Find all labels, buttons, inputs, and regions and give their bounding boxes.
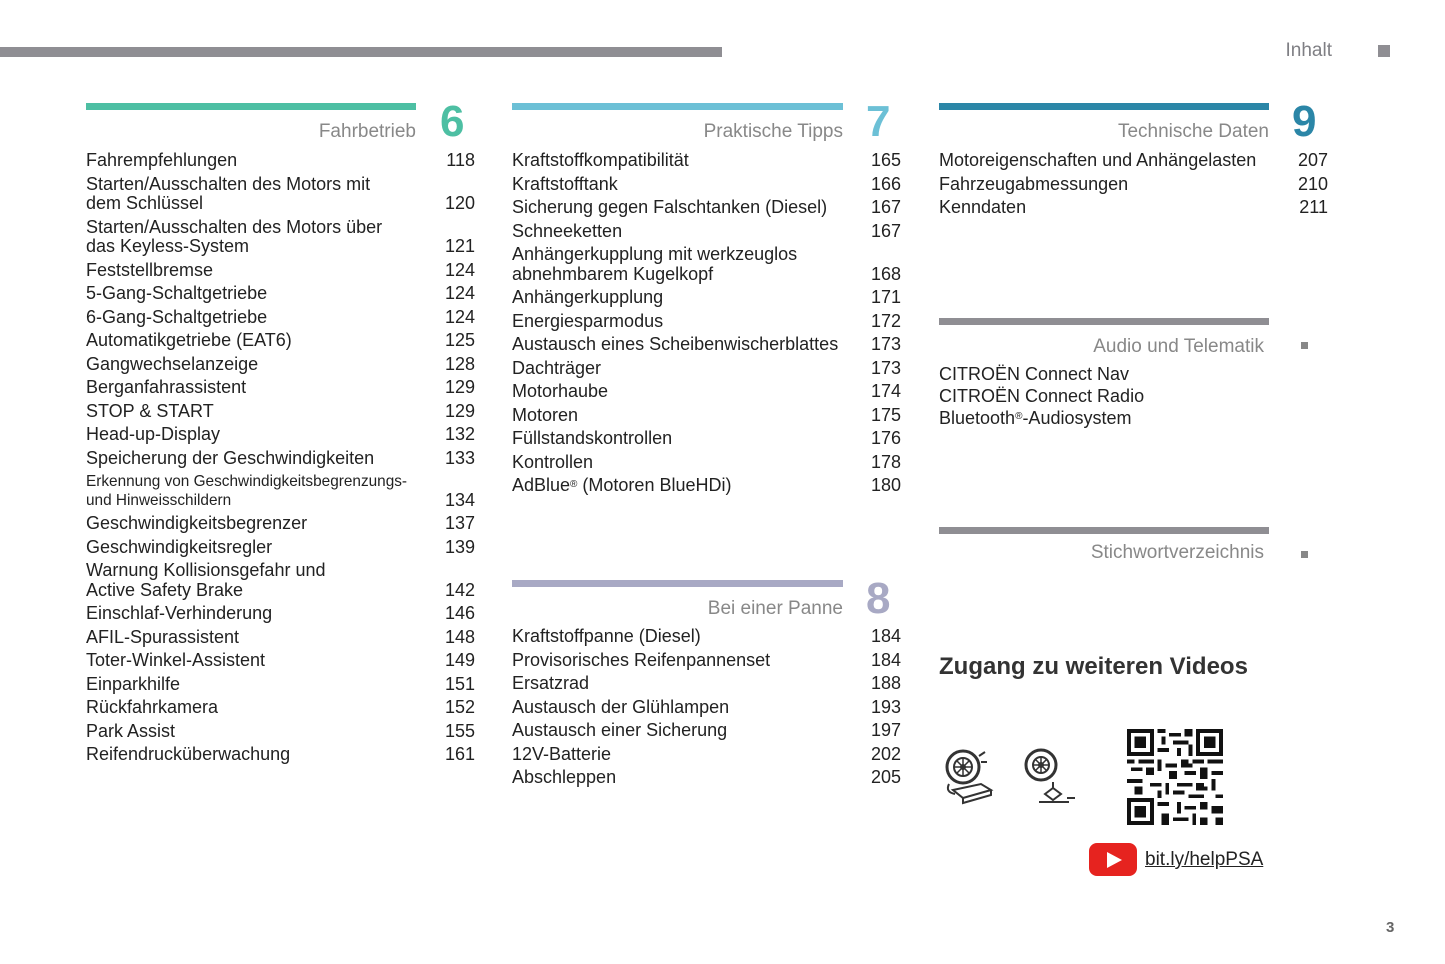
toc-entry-page: 173 — [870, 357, 901, 378]
toc-entry-page: 184 — [870, 649, 901, 670]
toc-entry-page: 152 — [444, 697, 475, 717]
toc-entry-label: Abschleppen — [512, 767, 617, 787]
toc-entry[interactable] — [86, 675, 475, 695]
toc-entry-label: Austausch der Glühlampen — [512, 696, 730, 717]
toc-entry-label: Austausch einer Sicherung — [512, 720, 728, 740]
toc-entry-page: 125 — [444, 330, 475, 350]
toc-entry-label: 6-Gang-Schaltgetriebe — [86, 306, 268, 327]
section-title[interactable]: Stichwortverzeichnis — [1090, 542, 1264, 563]
toc-entry-page: 132 — [444, 424, 475, 444]
section-number: 9 — [1292, 97, 1317, 146]
toc-entry[interactable] — [86, 218, 475, 257]
toc-entry[interactable] — [512, 151, 901, 171]
toc-entry[interactable] — [86, 261, 475, 281]
toc-entry-page: 173 — [870, 334, 901, 354]
toc-entry-page: 167 — [870, 197, 901, 217]
toc-entry[interactable] — [86, 449, 475, 469]
toc-entry-label: Reifendrucküberwachung — [86, 744, 291, 764]
page-number: 3 — [1386, 919, 1395, 936]
list-item[interactable]: Bluetooth®-Audiosystem — [939, 408, 1132, 428]
toc-entry[interactable] — [512, 768, 901, 788]
toc-entry[interactable] — [512, 453, 901, 473]
toc-entry-page: 118 — [446, 150, 475, 170]
toc-entry-page: 148 — [444, 626, 475, 647]
toc-entry-label: Starten/Ausschalten des Motors mit dem Schlüssel — [86, 173, 371, 213]
toc-entry[interactable] — [512, 476, 901, 496]
toc-entry-label: Motoreigenschaften und Anhängelasten — [939, 150, 1257, 170]
toc-entry-label: Energiesparmodus — [512, 310, 664, 331]
toc-entry-page: 172 — [870, 310, 901, 331]
toc-entry[interactable] — [86, 538, 475, 558]
list-item[interactable]: CITROËN Connect Radio — [939, 386, 1145, 406]
toc-entry-label: Anhängerkupplung mit werkzeuglos abnehmbarem Kugelkopf — [512, 244, 798, 284]
toc-entry-page: 184 — [870, 626, 901, 646]
toc-entry-page: 207 — [1297, 150, 1328, 170]
section-number: 8 — [866, 574, 891, 623]
toc-entry-label: Kontrollen — [512, 451, 594, 472]
toc-entry[interactable] — [86, 308, 475, 328]
toc-entry[interactable] — [512, 651, 901, 671]
toc-entry[interactable] — [86, 175, 475, 214]
toc-list-praktische-tipps — [512, 151, 901, 500]
toc-entry-label: Motorhaube — [512, 381, 609, 401]
toc-entry[interactable] — [512, 222, 901, 242]
toc-entry-label: STOP & START — [86, 400, 214, 421]
toc-entry[interactable] — [86, 284, 475, 304]
section-title: Fahrbetrieb — [318, 121, 416, 142]
toc-entry[interactable] — [512, 429, 901, 449]
toc-entry-page: 133 — [444, 447, 475, 468]
video-link[interactable]: bit.ly/helpPSA — [1145, 849, 1264, 870]
toc-entry-page: 197 — [870, 720, 901, 740]
toc-entry-label: Automatikgetriebe (EAT6) — [86, 330, 292, 350]
spare-wheel-jack-icon — [1023, 748, 1079, 811]
toc-entry[interactable] — [86, 355, 475, 375]
toc-entry[interactable] — [512, 382, 901, 402]
section-title: Audio und Telematik — [1093, 336, 1264, 357]
toc-entry-page: 166 — [870, 173, 901, 194]
toc-entry-page: 174 — [870, 381, 901, 401]
toc-entry-label: Kraftstoffkompatibilität — [512, 150, 689, 170]
toc-entry[interactable] — [86, 698, 475, 718]
section-bar — [512, 580, 843, 587]
toc-entry-label: Kraftstofftank — [512, 173, 618, 194]
toc-entry-label: Starten/Ausschalten des Motors über das Keyless-System — [86, 216, 383, 256]
toc-entry-label: Dachträger — [512, 357, 602, 378]
toc-entry-page: 124 — [444, 283, 475, 303]
toc-entry[interactable] — [512, 198, 901, 218]
toc-entry-label: Rückfahrkamera — [86, 697, 219, 717]
header-title: Inhalt — [1285, 40, 1332, 61]
videos-title: Zugang zu weiteren Videos — [939, 653, 1248, 680]
toc-entry-page: 124 — [444, 259, 475, 280]
toc-entry-label: Ersatzrad — [512, 673, 590, 693]
toc-entry-label: Motoren — [512, 404, 579, 425]
toc-entry-page: 171 — [870, 287, 901, 307]
toc-entry-page: 124 — [444, 306, 475, 327]
toc-entry[interactable] — [86, 561, 475, 600]
toc-entry-page: 178 — [870, 451, 901, 472]
section-number: 6 — [440, 97, 465, 146]
toc-entry-label: Feststellbremse — [86, 259, 214, 280]
toc-entry-label: Gangwechselanzeige — [86, 353, 259, 374]
toc-entry-page: 134 — [444, 489, 475, 510]
toc-entry[interactable] — [86, 604, 475, 624]
toc-entry-label: Berganfahrassistent — [86, 377, 247, 397]
toc-entry-label: Kenndaten — [939, 197, 1027, 217]
toc-entry[interactable] — [512, 674, 901, 694]
toc-entry[interactable] — [86, 628, 475, 648]
toc-entry[interactable] — [86, 514, 475, 534]
section-title: Praktische Tipps — [703, 121, 843, 142]
toc-entry-label: Kraftstoffpanne (Diesel) — [512, 626, 701, 646]
section-title: Technische Daten — [1117, 121, 1269, 142]
toc-entry-label: Fahrzeugabmessungen — [939, 173, 1129, 194]
toc-entry[interactable] — [512, 359, 901, 379]
toc-entry[interactable] — [512, 745, 901, 765]
toc-entry-label: AdBlue® (Motoren BlueHDi) — [512, 475, 732, 495]
toc-list-technische-daten — [939, 151, 1328, 222]
toc-entry[interactable] — [86, 651, 475, 671]
toc-entry[interactable] — [512, 698, 901, 718]
section-bar — [86, 103, 416, 110]
toc-entry-label: 5-Gang-Schaltgetriebe — [86, 283, 268, 303]
header-rule — [0, 47, 722, 57]
toc-entry-page: 176 — [870, 428, 901, 448]
toc-entry-label: Warnung Kollisionsgefahr und Active Safety Brake — [86, 560, 326, 600]
toc-entry-page: 180 — [870, 475, 901, 495]
tire-repair-kit-icon — [943, 748, 995, 811]
toc-entry-page: 193 — [870, 696, 901, 717]
toc-entry-page: 205 — [870, 767, 901, 787]
toc-entry-page: 121 — [444, 236, 475, 256]
toc-entry[interactable] — [86, 378, 475, 398]
toc-entry[interactable] — [86, 745, 475, 765]
section-bar — [939, 103, 1269, 110]
toc-entry-label: Einschlaf-Verhinderung — [86, 603, 273, 623]
toc-entry-label: Anhängerkupplung — [512, 287, 664, 307]
toc-entry[interactable] — [939, 198, 1328, 218]
toc-entry-page: 151 — [444, 673, 475, 694]
qr-code[interactable] — [1127, 729, 1223, 830]
toc-entry-page: 165 — [870, 150, 901, 170]
toc-entry-label: 12V-Batterie — [512, 743, 612, 764]
section-bar — [939, 318, 1269, 325]
header-square-icon — [1378, 45, 1390, 57]
toc-entry-page: 161 — [444, 744, 475, 764]
toc-entry-page: 188 — [870, 673, 901, 693]
toc-entry-page: 142 — [444, 579, 475, 600]
toc-entry-label: Einparkhilfe — [86, 673, 181, 694]
toc-entry[interactable] — [512, 627, 901, 647]
toc-list-audio — [939, 363, 1269, 429]
toc-entry[interactable] — [512, 312, 901, 332]
toc-entry-page: 211 — [1299, 197, 1328, 217]
toc-list-fahrbetrieb — [86, 151, 475, 769]
toc-entry-page: 120 — [444, 193, 475, 213]
toc-entry-page: 210 — [1297, 173, 1328, 194]
toc-entry-label: Park Assist — [86, 720, 176, 741]
toc-entry-page: 146 — [444, 603, 475, 623]
section-number: 7 — [866, 97, 891, 146]
toc-entry-page: 129 — [444, 400, 475, 421]
toc-entry-page: 168 — [870, 263, 901, 284]
toc-entry-page: 137 — [444, 513, 475, 533]
toc-entry-label: Provisorisches Reifenpannenset — [512, 649, 771, 670]
toc-entry-page: 202 — [870, 743, 901, 764]
toc-entry-label: Erkennung von Geschwindigkeitsbegrenzungs- und Hinweisschildern — [86, 473, 408, 509]
toc-entry[interactable] — [86, 425, 475, 445]
toc-entry-label: Austausch eines Scheibenwischerblattes — [512, 334, 839, 354]
toc-entry-label: Fahrempfehlungen — [86, 150, 238, 170]
toc-entry[interactable] — [512, 175, 901, 195]
toc-entry-page: 139 — [444, 536, 475, 557]
toc-entry-label: AFIL-Spurassistent — [86, 626, 240, 647]
toc-entry-page: 128 — [444, 353, 475, 374]
toc-entry[interactable] — [86, 722, 475, 742]
toc-entry-label: Geschwindigkeitsbegrenzer — [86, 513, 308, 533]
toc-list-bei-einer-panne — [512, 627, 901, 792]
toc-entry[interactable] — [512, 406, 901, 426]
toc-entry[interactable] — [512, 721, 901, 741]
toc-entry-label: Geschwindigkeitsregler — [86, 536, 273, 557]
section-bar — [939, 527, 1269, 534]
section-title: Bei einer Panne — [707, 598, 843, 619]
toc-entry-page: 149 — [444, 650, 475, 670]
toc-entry[interactable] — [939, 175, 1328, 195]
toc-entry[interactable] — [86, 331, 475, 351]
toc-entry[interactable] — [939, 151, 1328, 171]
section-square-icon — [1301, 551, 1308, 558]
toc-entry[interactable] — [512, 288, 901, 308]
list-item[interactable]: CITROËN Connect Nav — [939, 364, 1130, 384]
section-square-icon — [1301, 342, 1308, 349]
toc-entry[interactable] — [86, 151, 475, 171]
toc-entry-page: 129 — [444, 377, 475, 397]
toc-entry-page: 155 — [444, 720, 475, 741]
toc-entry-label: Toter-Winkel-Assistent — [86, 650, 266, 670]
toc-entry-label: Sicherung gegen Falschtanken (Diesel) — [512, 197, 828, 217]
toc-entry-label: Füllstandskontrollen — [512, 428, 673, 448]
toc-entry-label: Head-up-Display — [86, 424, 221, 444]
toc-entry[interactable] — [86, 402, 475, 422]
toc-entry-label: Speicherung der Geschwindigkeiten — [86, 447, 375, 468]
toc-entry[interactable] — [512, 245, 901, 284]
toc-entry[interactable] — [86, 472, 475, 510]
section-bar — [512, 103, 843, 110]
youtube-icon[interactable] — [1089, 843, 1137, 876]
toc-entry-page: 175 — [870, 404, 901, 425]
toc-entry[interactable] — [512, 335, 901, 355]
toc-entry-page: 167 — [870, 220, 901, 241]
toc-entry-label: Schneeketten — [512, 220, 623, 241]
